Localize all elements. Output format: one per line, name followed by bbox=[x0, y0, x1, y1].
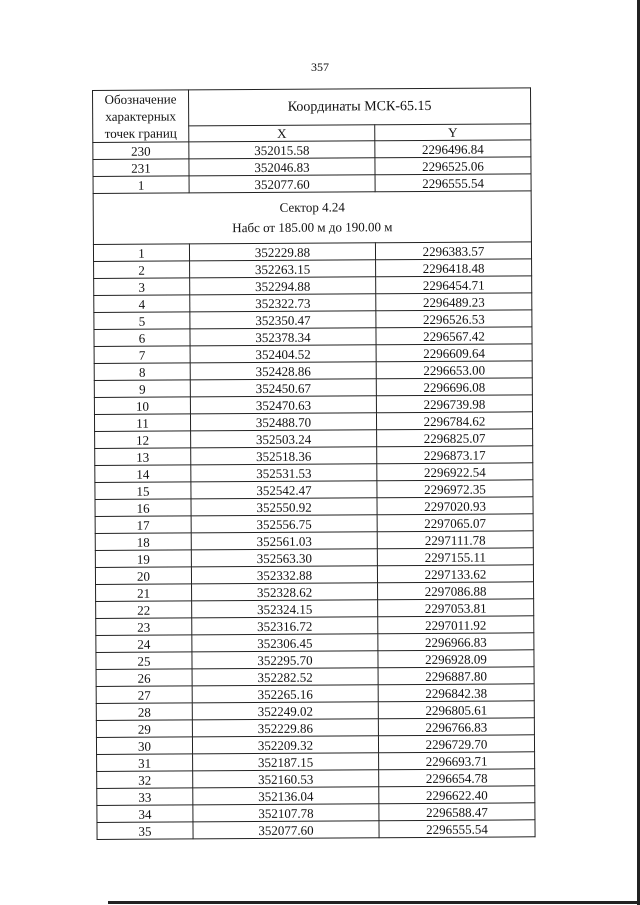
y-coordinate-cell: 2296928.09 bbox=[378, 650, 534, 668]
sector-rows bbox=[93, 242, 535, 840]
x-coordinate-cell: 352294.88 bbox=[190, 277, 376, 295]
point-id-cell: 21 bbox=[96, 584, 192, 602]
y-coordinate-cell: 2296729.70 bbox=[378, 735, 534, 753]
sector-subtitle: Набс от 185.00 м до 190.00 м bbox=[232, 219, 393, 236]
point-id-cell: 26 bbox=[96, 669, 192, 687]
x-coordinate-cell: 352488.70 bbox=[190, 413, 376, 431]
point-id-cell: 19 bbox=[95, 550, 191, 568]
y-coordinate-cell: 2296454.71 bbox=[376, 276, 532, 294]
x-coordinate-cell: 352328.62 bbox=[192, 583, 378, 601]
point-id-cell: 20 bbox=[95, 567, 191, 585]
y-coordinate-cell: 2296622.40 bbox=[379, 786, 535, 804]
y-coordinate-cell: 2296496.84 bbox=[375, 140, 531, 158]
y-coordinate-cell: 2296972.35 bbox=[377, 480, 533, 498]
point-id-cell: 35 bbox=[97, 822, 193, 840]
x-coordinate-cell: 352107.78 bbox=[193, 804, 379, 822]
x-column-header: X bbox=[189, 125, 375, 142]
x-coordinate-cell: 352306.45 bbox=[192, 634, 378, 652]
y-coordinate-cell: 2297086.88 bbox=[378, 582, 534, 600]
y-coordinate-cell: 2296526.53 bbox=[376, 310, 532, 328]
y-coordinate-cell: 2296825.07 bbox=[377, 429, 533, 447]
coord-system-header: Координаты МСК-65.15 bbox=[189, 88, 531, 126]
point-id-cell: 2 bbox=[94, 261, 190, 279]
y-coordinate-cell: 2296555.54 bbox=[379, 820, 535, 838]
y-coordinate-cell: 2296693.71 bbox=[379, 752, 535, 770]
x-coordinate-cell: 352531.53 bbox=[191, 464, 377, 482]
point-id-cell: 10 bbox=[94, 397, 190, 415]
x-coordinate-cell: 352229.86 bbox=[192, 719, 378, 737]
point-id-cell: 14 bbox=[95, 465, 191, 483]
sector-title: Сектор 4.24 bbox=[279, 199, 345, 215]
table-row bbox=[97, 820, 535, 840]
y-coordinate-cell: 2297155.11 bbox=[377, 548, 533, 566]
point-id-cell: 7 bbox=[94, 346, 190, 364]
point-id-cell: 3 bbox=[94, 278, 190, 296]
x-coordinate-cell: 352550.92 bbox=[191, 498, 377, 516]
y-coordinate-cell: 2296739.98 bbox=[376, 395, 532, 413]
y-coordinate-cell: 2296784.62 bbox=[376, 412, 532, 430]
point-id-cell: 8 bbox=[94, 363, 190, 381]
y-coordinate-cell: 2296966.83 bbox=[378, 633, 534, 651]
y-coordinate-cell: 2297111.78 bbox=[377, 531, 533, 549]
point-id-cell: 22 bbox=[96, 601, 192, 619]
y-coordinate-cell: 2296696.08 bbox=[376, 378, 532, 396]
point-id-cell: 24 bbox=[96, 635, 192, 653]
y-coordinate-cell: 2296418.48 bbox=[376, 259, 532, 277]
x-coordinate-cell: 352350.47 bbox=[190, 311, 376, 329]
x-coordinate-cell: 352249.02 bbox=[192, 702, 378, 720]
point-id-cell: 34 bbox=[97, 805, 193, 823]
x-coordinate-cell: 352077.60 bbox=[193, 821, 379, 839]
x-coordinate-cell: 352378.34 bbox=[190, 328, 376, 346]
point-id-cell: 31 bbox=[97, 754, 193, 772]
x-coordinate-cell: 352316.72 bbox=[192, 617, 378, 635]
x-coordinate-cell: 352404.52 bbox=[190, 345, 376, 363]
x-coordinate-cell: 352324.15 bbox=[192, 600, 378, 618]
y-coordinate-cell: 2296922.54 bbox=[377, 463, 533, 481]
point-id-cell: 6 bbox=[94, 329, 190, 347]
x-coordinate-cell: 352322.73 bbox=[190, 294, 376, 312]
y-coordinate-cell: 2296567.42 bbox=[376, 327, 532, 345]
point-id-cell: 1 bbox=[93, 244, 189, 262]
point-id-cell: 15 bbox=[95, 482, 191, 500]
point-id-cell: 23 bbox=[96, 618, 192, 636]
x-coordinate-cell: 352187.15 bbox=[193, 753, 379, 771]
x-coordinate-cell: 352518.36 bbox=[191, 447, 377, 465]
x-coordinate-cell: 352209.32 bbox=[192, 736, 378, 754]
point-id-cell: 17 bbox=[95, 516, 191, 534]
x-coordinate-cell: 352470.63 bbox=[190, 396, 376, 414]
point-id-cell: 230 bbox=[93, 142, 189, 160]
y-coordinate-cell: 2296383.57 bbox=[375, 242, 531, 260]
point-id-cell: 33 bbox=[97, 788, 193, 806]
point-id-cell: 30 bbox=[96, 737, 192, 755]
x-coordinate-cell: 352077.60 bbox=[189, 175, 375, 193]
sector-section bbox=[93, 191, 531, 245]
point-id-cell: 12 bbox=[95, 431, 191, 449]
point-id-cell: 13 bbox=[95, 448, 191, 466]
y-coordinate-cell: 2296609.64 bbox=[376, 344, 532, 362]
y-coordinate-cell: 2297133.62 bbox=[377, 565, 533, 583]
x-coordinate-cell: 352265.16 bbox=[192, 685, 378, 703]
scan-bottom-edge bbox=[108, 901, 640, 904]
y-coordinate-cell: 2297020.93 bbox=[377, 497, 533, 515]
y-column-header: Y bbox=[375, 124, 531, 141]
y-coordinate-cell: 2296653.00 bbox=[376, 361, 532, 379]
x-coordinate-cell: 352229.88 bbox=[189, 243, 375, 261]
y-coordinate-cell: 2296489.23 bbox=[376, 293, 532, 311]
x-coordinate-cell: 352542.47 bbox=[191, 481, 377, 499]
point-id-cell: 32 bbox=[97, 771, 193, 789]
point-id-cell: 28 bbox=[96, 703, 192, 721]
y-coordinate-cell: 2297053.81 bbox=[378, 599, 534, 617]
point-id-cell: 231 bbox=[93, 159, 189, 177]
x-coordinate-cell: 352332.88 bbox=[191, 566, 377, 584]
designation-header: Обозначение характерных точек границ bbox=[93, 90, 189, 143]
y-coordinate-cell: 2296842.38 bbox=[378, 684, 534, 702]
page-number: 357 bbox=[311, 60, 329, 74]
point-id-cell: 29 bbox=[96, 720, 192, 738]
y-coordinate-cell: 2296654.78 bbox=[379, 769, 535, 787]
y-coordinate-cell: 2296588.47 bbox=[379, 803, 535, 821]
top-rows bbox=[93, 140, 531, 194]
x-coordinate-cell: 352450.67 bbox=[190, 379, 376, 397]
y-coordinate-cell: 2296887.80 bbox=[378, 667, 534, 685]
point-id-cell: 1 bbox=[93, 176, 189, 194]
y-coordinate-cell: 2296525.06 bbox=[375, 157, 531, 175]
y-coordinate-cell: 2296805.61 bbox=[378, 701, 534, 719]
table-header bbox=[93, 88, 531, 143]
x-coordinate-cell: 352263.15 bbox=[190, 260, 376, 278]
point-id-cell: 11 bbox=[94, 414, 190, 432]
x-coordinate-cell: 352136.04 bbox=[193, 787, 379, 805]
x-coordinate-cell: 352428.86 bbox=[190, 362, 376, 380]
x-coordinate-cell: 352295.70 bbox=[192, 651, 378, 669]
x-coordinate-cell: 352563.30 bbox=[191, 549, 377, 567]
x-coordinate-cell: 352556.75 bbox=[191, 515, 377, 533]
y-coordinate-cell: 2297011.92 bbox=[378, 616, 534, 634]
y-coordinate-cell: 2296555.54 bbox=[375, 174, 531, 192]
point-id-cell: 25 bbox=[96, 652, 192, 670]
y-coordinate-cell: 2297065.07 bbox=[377, 514, 533, 532]
x-coordinate-cell: 352282.52 bbox=[192, 668, 378, 686]
x-coordinate-cell: 352503.24 bbox=[191, 430, 377, 448]
x-coordinate-cell: 352046.83 bbox=[189, 158, 375, 176]
x-coordinate-cell: 352561.03 bbox=[191, 532, 377, 550]
x-coordinate-cell: 352015.58 bbox=[189, 141, 375, 159]
point-id-cell: 18 bbox=[95, 533, 191, 551]
point-id-cell: 27 bbox=[96, 686, 192, 704]
point-id-cell: 9 bbox=[94, 380, 190, 398]
sector-heading bbox=[93, 191, 531, 245]
y-coordinate-cell: 2296873.17 bbox=[377, 446, 533, 464]
point-id-cell: 5 bbox=[94, 312, 190, 330]
coordinates-table bbox=[92, 87, 536, 840]
x-coordinate-cell: 352160.53 bbox=[193, 770, 379, 788]
y-coordinate-cell: 2296766.83 bbox=[378, 718, 534, 736]
point-id-cell: 4 bbox=[94, 295, 190, 313]
point-id-cell: 16 bbox=[95, 499, 191, 517]
